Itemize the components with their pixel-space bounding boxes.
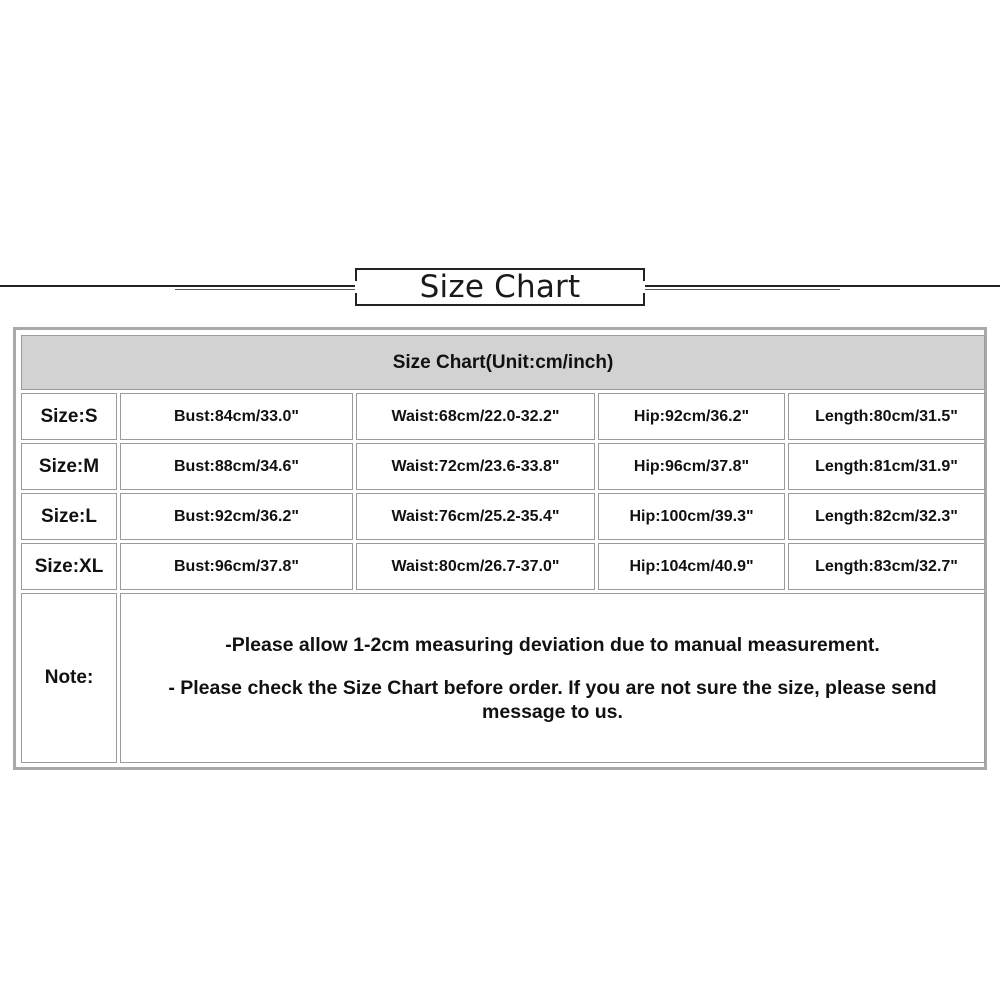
note-line: - Please check the Size Chart before order. If you are not sure the size, please send message to us.: [168, 676, 937, 723]
note-line: -Please allow 1-2cm measuring deviation due to manual measurement.: [225, 633, 880, 656]
hip-cell: Hip:96cm/37.8": [598, 443, 785, 490]
size-label: Size:M: [21, 443, 117, 490]
table-header: Size Chart(Unit:cm/inch): [21, 335, 985, 390]
table-row: [21, 543, 985, 590]
size-label: Size:L: [21, 493, 117, 540]
table-row: [21, 443, 985, 490]
bust-cell: Bust:92cm/36.2": [120, 493, 353, 540]
length-cell: Length:81cm/31.9": [788, 443, 985, 490]
bust-cell: Bust:88cm/34.6": [120, 443, 353, 490]
title-banner: [355, 268, 645, 306]
banner-rule-right: [645, 289, 840, 290]
size-label: Size:S: [21, 393, 117, 440]
banner-rule-left: [175, 289, 355, 290]
bust-cell: Bust:84cm/33.0": [120, 393, 353, 440]
waist-cell: Waist:72cm/23.6-33.8": [356, 443, 595, 490]
hip-cell: Hip:100cm/39.3": [598, 493, 785, 540]
size-table: [18, 332, 988, 766]
length-cell: Length:80cm/31.5": [788, 393, 985, 440]
hip-cell: Hip:92cm/36.2": [598, 393, 785, 440]
table-row: [21, 393, 985, 440]
size-label: Size:XL: [21, 543, 117, 590]
length-cell: Length:82cm/32.3": [788, 493, 985, 540]
note-text: [120, 593, 985, 763]
note-label: Note:: [21, 593, 117, 763]
page-title: Size Chart: [419, 269, 581, 305]
length-cell: Length:83cm/32.7": [788, 543, 985, 590]
bust-cell: Bust:96cm/37.8": [120, 543, 353, 590]
size-chart-frame: [13, 327, 987, 770]
waist-cell: Waist:68cm/22.0-32.2": [356, 393, 595, 440]
table-row: [21, 493, 985, 540]
waist-cell: Waist:76cm/25.2-35.4": [356, 493, 595, 540]
waist-cell: Waist:80cm/26.7-37.0": [356, 543, 595, 590]
hip-cell: Hip:104cm/40.9": [598, 543, 785, 590]
